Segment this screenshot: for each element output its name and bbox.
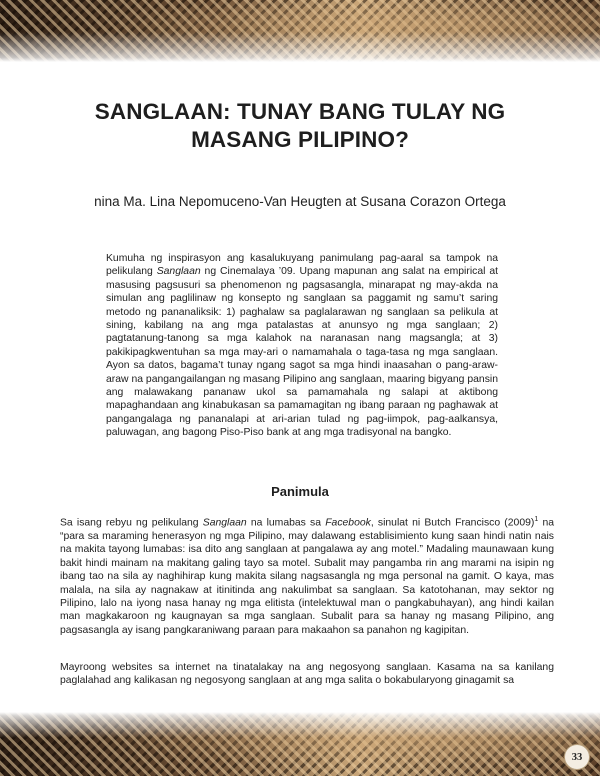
- para1-source-name: Facebook: [325, 517, 371, 529]
- body-paragraph-2: Mayroong websites sa internet na tinatalakay na ang negosyong sanglaan. Kasama na sa kanilang paglalahad ang kalikasan ng negosyong sanglaan at ang mga salita o bokabularyong ginagamit sa: [60, 662, 554, 687]
- decorative-footer-band: [0, 712, 600, 776]
- page-number-badge: 33: [564, 744, 590, 770]
- abstract-text-body: ng Cinemalaya ’09. Upang mapunan ang salat na empirical at masusing pagsusuri sa phenomenon ng pagsasangla, minarapat ng may-akda na simulan ang paglilinaw ng konsepto ng sanglaan sa paggamit ng samu’t saring metodo ng pananaliksik: 1) paghalaw sa paglalarawan ng sanglaan sa pelikula at sining, kabilang na ang mga patalastas at anunsyo ng mga sanglaan; 2) pagtatanung-tanong sa mga kalahok na naranasan nang magsangla; at 3) pakikipagkwentuhan sa mga may-ari o namamahala o taga-tasa ng mga sanglaan. Ayon sa datos, bagama’t tunay ngang sagot sa mga hindi inaasahan o pang-araw-araw na pangangailangan ng masang Pilipino ang sanglaan, maaring bigyang pansin ang malawakang pananaw ukol sa pamamahala ng salapi at aktibong mapaghandaan ang kinabukasan sa pamamagitan ng ibang paraan ng paghawak at pangangalaga ng pananalapi at ari-arian tulad ng pag-iimpok, pag-aalkansya, paluwagan, ang bagong Piso-Piso bank at ang mga tradisyonal na bangko.: [106, 266, 498, 439]
- article-authors: nina Ma. Lina Nepomuceno-Van Heugten at Susana Corazon Ortega: [94, 194, 506, 209]
- abstract-paragraph: [106, 252, 498, 440]
- article-title: SANGLAAN: TUNAY BANG TULAY NG MASANG PILIPINO?: [94, 99, 506, 152]
- para1-text-c: , sinulat ni Butch Francisco (2009): [370, 517, 535, 529]
- decorative-header-band: [0, 0, 600, 62]
- section-heading: Panimula: [271, 484, 329, 499]
- body-paragraph-1: [60, 513, 554, 637]
- para1-text-a: Sa isang rebyu ng pelikulang: [60, 517, 203, 529]
- para1-text-b: na lumabas sa: [246, 517, 326, 529]
- abstract-film-title: Sanglaan: [156, 266, 201, 278]
- footnote-marker: 1: [534, 516, 539, 523]
- abstract-text-intro: Kumuha ng inspirasyon ang kasalukuyang panimulang pag-aaral sa tampok na pelikulang: [106, 253, 498, 278]
- para1-text-d: na “para sa maraming henerasyon ng mga Pilipino, may dalawang establisimiento kung saan hindi natin nais na makita tayong lumabas: isa dito ang sanglaan at pangalawa ay ang motel.” Madaling maunawaan kung bakit hindi mainam na makitang galing tayo sa motel. Subalit may pangamba rin ang marami na isipin ng ibang tao na sila ay naghihirap kung makita silang nagsasangla ng mga personal na gamit. O kaya, mas malala, na sila ay nagnakaw at itinitinda ang nakulimbat sa sanglaan. Sa katotohanan, may sektor ng Pilipino, lalo na iyong nasa hanay ng mga elitista (intelektuwal man o pangkabuhayan), ang hindi kailan man magkakaroon ng kaugnayan sa mga sanglaan. Subalit para sa hanay ng masang Pilipino, ang pagsasangla ay isang pangkaraniwang paraan para makaahon sa panahon ng kagipitan.: [60, 517, 554, 636]
- para1-film-title: Sanglaan: [202, 517, 247, 529]
